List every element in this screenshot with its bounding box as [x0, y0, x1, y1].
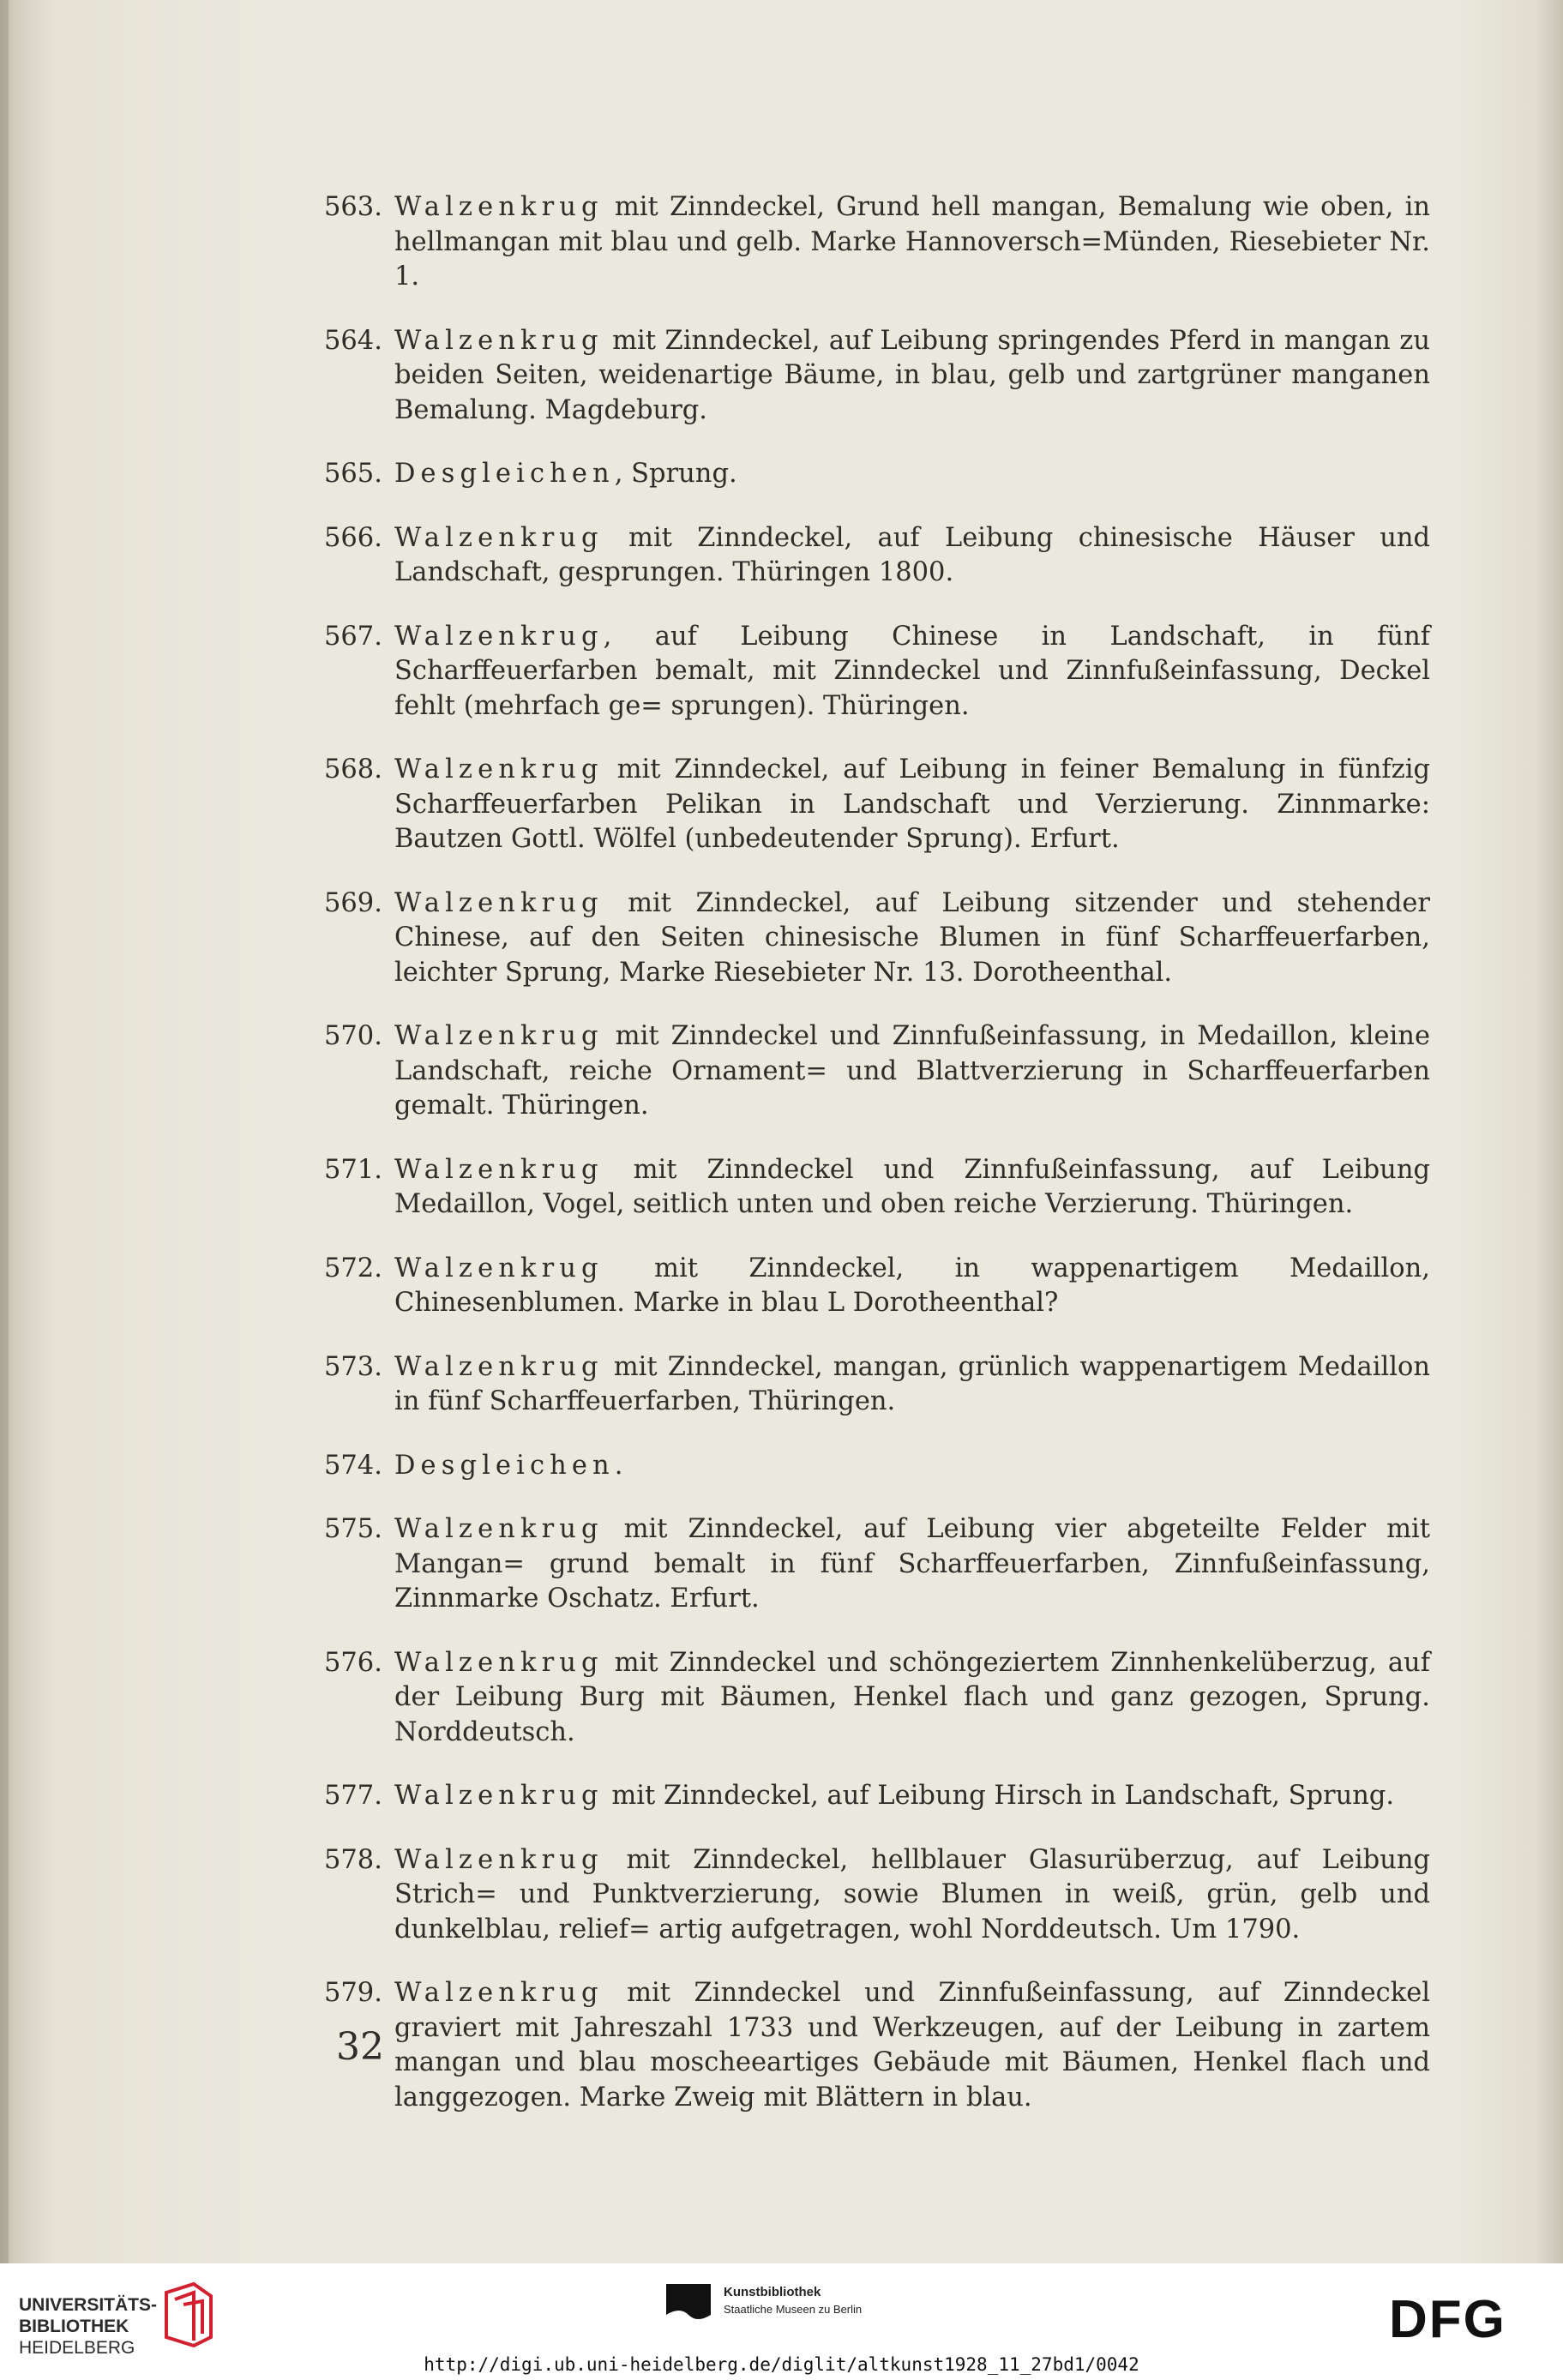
entry-text — [394, 1512, 1430, 1617]
catalog-entry — [324, 753, 1430, 857]
entry-number: 570. — [324, 1021, 382, 1051]
entry-title: Desgleichen — [394, 1450, 615, 1481]
entry-description: mit Zinndeckel und Zinnfußeinfassung, in Medaillon, kleine Landschaft, reiche Ornament= und Blattverzierung in Scharffeuerfarben gemalt. Thüringen. — [394, 1021, 1430, 1121]
ub-logo-icon[interactable] — [159, 2281, 218, 2349]
entry-number: 563. — [324, 192, 382, 222]
dfg-logo-text: DFG — [1389, 2293, 1506, 2344]
entry-number: 567. — [324, 621, 382, 652]
entry-title: Walzenkrug — [394, 522, 604, 553]
ub-line-3: HEIDELBERG — [19, 2338, 135, 2358]
entry-text — [394, 886, 1430, 991]
entry-text — [394, 620, 1430, 724]
page-number: 32 — [336, 2025, 384, 2069]
entry-description: mit Zinndeckel, auf Leibung sitzender und stehender Chinese, auf den Seiten chinesische Blumen in fünf Scharffeuerfarben, leichter Sprung, Marke Riesebieter Nr. 13. Dorotheenthal. — [394, 887, 1430, 988]
ub-line-1: UNIVERSITÄTS- — [19, 2295, 158, 2315]
entry-text — [394, 1449, 1430, 1484]
entry-number: 575. — [324, 1514, 382, 1544]
entry-description: . — [614, 1450, 623, 1481]
entry-text — [394, 1843, 1430, 1948]
catalog-entry — [324, 1449, 1430, 1484]
entry-text — [394, 457, 1430, 492]
entry-text — [394, 753, 1430, 857]
entry-number: 572. — [324, 1253, 382, 1283]
catalog-entry — [324, 1646, 1430, 1751]
catalog-entries — [324, 190, 1430, 2115]
entry-number: 576. — [324, 1647, 382, 1678]
entry-description: mit Zinndeckel und Zinnfußeinfassung, auf Zinndeckel graviert mit Jahreszahl 1733 und Werkzeugen, auf der Leibung in zartem mangan und blau moscheeartiges Gebäude mit Bäumen, Henkel flach und langgezogen. Marke Zweig mit Blättern in blau. — [394, 1978, 1430, 2113]
catalog-entry — [324, 190, 1430, 295]
entry-title: Walzenkrug — [394, 1253, 604, 1283]
entry-text — [394, 1976, 1430, 2115]
entry-number: 579. — [324, 1978, 382, 2008]
entry-text — [394, 521, 1430, 591]
entry-number: 564. — [324, 325, 382, 356]
entry-text — [394, 1153, 1430, 1223]
entry-title: Walzenkrug — [394, 887, 604, 918]
catalog-entry — [324, 324, 1430, 429]
entry-number: 574. — [324, 1450, 382, 1481]
catalog-entry — [324, 1252, 1430, 1321]
dfg-logo[interactable] — [1389, 2293, 1543, 2344]
kunstbibliothek-label[interactable] — [724, 2284, 862, 2318]
entry-title: Walzenkrug — [394, 1154, 604, 1185]
kunstbibliothek-subtitle: Staatliche Museen zu Berlin — [724, 2303, 863, 2316]
entry-number: 569. — [324, 887, 382, 918]
entry-description: mit Zinndeckel, auf Leibung vier abgeteilte Felder mit Mangan= grund bemalt in fünf Scharffeuerfarben, Zinnfußeinfassung, Zinnmarke Oschatz. Erfurt. — [394, 1514, 1430, 1614]
entry-description: mit Zinndeckel, auf Leibung chinesische Häuser und Landschaft, gesprungen. Thüringen 1800. — [394, 522, 1430, 587]
entry-number: 573. — [324, 1351, 382, 1382]
catalog-entry — [324, 1512, 1430, 1617]
catalog-entry — [324, 457, 1430, 492]
entry-title: Walzenkrug — [394, 1021, 604, 1051]
entry-title: Walzenkrug — [394, 1844, 604, 1875]
entry-title: Walzenkrug — [394, 621, 604, 652]
entry-description: , auf Leibung Chinese in Landschaft, in fünf Scharffeuerfarben bemalt, mit Zinndeckel und Zinnfußeinfassung, Deckel fehlt (mehrfach ge= sprungen). Thüringen. — [394, 621, 1430, 721]
catalog-entry — [324, 1779, 1430, 1814]
entry-text — [394, 1350, 1430, 1420]
entry-description: mit Zinndeckel, mangan, grünlich wappenartigem Medaillon in fünf Scharffeuerfarben, Thüringen. — [394, 1351, 1430, 1416]
catalog-entry — [324, 521, 1430, 591]
entry-text — [394, 1646, 1430, 1751]
catalog-entry — [324, 886, 1430, 991]
entry-number: 571. — [324, 1154, 382, 1185]
entry-title: Walzenkrug — [394, 325, 604, 356]
entry-title: Walzenkrug — [394, 1647, 604, 1678]
kunstbibliothek-logo-icon[interactable] — [663, 2281, 714, 2332]
entry-title: Walzenkrug — [394, 1514, 604, 1544]
catalog-entry — [324, 1976, 1430, 2115]
entry-title: Walzenkrug — [394, 1978, 604, 2008]
entry-title: Walzenkrug — [394, 754, 604, 784]
catalog-entry — [324, 1350, 1430, 1420]
permalink-url[interactable]: http://digi.ub.uni-heidelberg.de/diglit/altkunst1928_11_27bd1/0042 — [424, 2354, 1139, 2375]
entry-description: mit Zinndeckel, auf Leibung springendes Pferd in mangan zu beiden Seiten, weidenartige Bäume, in blau, gelb und zartgrüner manganen Bemalung. Magdeburg. — [394, 325, 1430, 425]
entry-description: mit Zinndeckel, in wappenartigem Medaillon, Chinesenblumen. Marke in blau L Dorotheenthal? — [394, 1253, 1430, 1318]
entry-title: Walzenkrug — [394, 192, 604, 222]
page-edge-shadow — [0, 0, 9, 2263]
kunstbibliothek-title: Kunstbibliothek — [724, 2285, 821, 2299]
entry-number: 578. — [324, 1844, 382, 1875]
entry-text — [394, 190, 1430, 295]
entry-number: 565. — [324, 459, 382, 489]
entry-number: 577. — [324, 1781, 382, 1811]
entry-text — [394, 324, 1430, 429]
entry-description: mit Zinndeckel, auf Leibung Hirsch in Landschaft, Sprung. — [603, 1781, 1395, 1811]
ub-heidelberg-wordmark[interactable] — [19, 2294, 165, 2359]
entry-title: Walzenkrug — [394, 1351, 604, 1382]
entry-number: 568. — [324, 754, 382, 784]
entry-text — [394, 1019, 1430, 1124]
entry-description: mit Zinndeckel, auf Leibung in feiner Bemalung in fünfzig Scharffeuerfarben Pelikan in Landschaft und Verzierung. Zinnmarke: Bautzen Gottl. Wölfel (unbedeutender Sprung). Erfurt. — [394, 754, 1430, 854]
catalog-entry — [324, 1019, 1430, 1124]
entry-description: mit Zinndeckel und schöngeziertem Zinnhenkelüberzug, auf der Leibung Burg mit Bäumen, Henkel flach und ganz gezogen, Sprung. Norddeutsch. — [394, 1647, 1430, 1747]
entry-description: mit Zinndeckel, Grund hell mangan, Bemalung wie oben, in hellmangan mit blau und gelb. Marke Hannoversch=Münden, Riesebieter Nr. 1. — [394, 192, 1430, 291]
entry-title: Desgleichen — [394, 459, 615, 489]
entry-title: Walzenkrug — [394, 1781, 604, 1811]
entry-description: mit Zinndeckel, hellblauer Glasurüberzug, auf Leibung Strich= und Punktverzierung, sowie Blumen in weiß, grün, gelb und dunkelblau, relief= artig aufgetragen, wohl Norddeutsch. Um 1790. — [394, 1844, 1430, 1944]
entry-description: , Sprung. — [614, 459, 737, 489]
entry-text — [394, 1779, 1430, 1814]
ub-line-2: BIBLIOTHEK — [19, 2317, 129, 2336]
catalog-entry — [324, 1153, 1430, 1223]
catalog-entry — [324, 1843, 1430, 1948]
entry-text — [394, 1252, 1430, 1321]
catalog-entry — [324, 620, 1430, 724]
entry-number: 566. — [324, 522, 382, 553]
entry-description: mit Zinndeckel und Zinnfußeinfassung, auf Leibung Medaillon, Vogel, seitlich unten und oben reiche Verzierung. Thüringen. — [394, 1154, 1430, 1219]
